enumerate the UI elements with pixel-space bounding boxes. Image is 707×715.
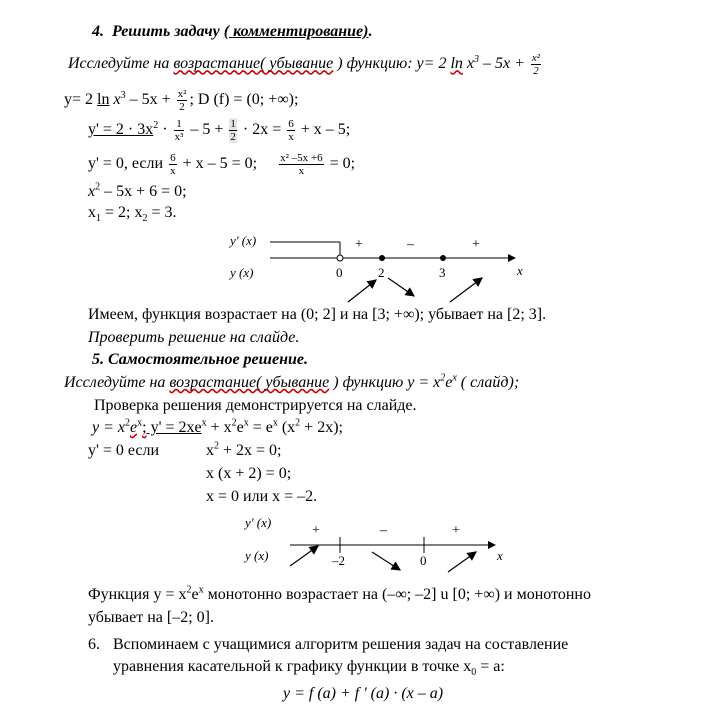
tangent-formula: y = f (a) + f ' (a) · (x – a) [283, 685, 444, 702]
ln-text: ln [97, 91, 110, 109]
fraction-numerator: x² –5x +6 [280, 152, 323, 164]
math-text: + x [206, 419, 232, 436]
math-text: x [88, 183, 96, 200]
function-label: y (x) [245, 548, 269, 563]
critical-point-3 [440, 255, 446, 261]
subscript: 0 [471, 667, 477, 679]
task-text: ) функцию y = x [329, 374, 441, 391]
exponent: 2 [214, 440, 219, 452]
math-text: e [191, 586, 199, 603]
sign-plus: + [312, 523, 320, 538]
math-text: y = x [92, 419, 125, 436]
math-text: Функция y = x [88, 586, 187, 603]
exponent: 2 [295, 417, 301, 429]
math-text: + 2x); [300, 419, 343, 436]
roots-line [88, 203, 177, 223]
fraction [169, 152, 177, 177]
zero-condition-5: y' = 0 если [88, 442, 160, 459]
zero-derivative-line [88, 152, 355, 177]
increasing-arrow [290, 546, 318, 566]
critical-point-2 [379, 255, 385, 261]
math-text: = e [248, 419, 273, 436]
fraction-denominator: 2 [230, 131, 236, 143]
math-text: e [236, 419, 244, 436]
open-point-0 [337, 255, 343, 261]
function-label: y (x) [230, 265, 254, 280]
fraction-denominator: 2 [179, 101, 185, 113]
exponent: 2 [440, 372, 446, 384]
exponent: 2 [153, 119, 159, 131]
roots-5: x = 0 или x = –2. [206, 488, 318, 505]
sign-diagram-5 [0, 510, 707, 580]
exponent: 3 [474, 53, 480, 65]
math-text: – 5x + [125, 91, 175, 109]
task-text: Исследуйте на [68, 55, 174, 73]
section-6-number: 6. [88, 636, 100, 653]
exponent: 3 [120, 89, 126, 101]
math-text: y' = 0, если [88, 155, 168, 173]
math-text: – 5 + [186, 121, 228, 139]
exponent: x [137, 417, 143, 429]
exponent: x [272, 417, 278, 429]
exponent: x [198, 584, 204, 596]
math-text: e [130, 419, 138, 436]
math-text: – 5x + 6 = 0; [100, 183, 187, 200]
result-5-line1 [88, 585, 591, 605]
math-text: (x [277, 419, 296, 436]
heading-dot: . [368, 23, 373, 40]
math-text: + x – 5 = 0; [178, 155, 258, 173]
point-label-3: 3 [439, 265, 446, 280]
section-4-heading [92, 22, 372, 42]
factored-5: x (x + 2) = 0; [206, 465, 292, 482]
function-definition [64, 88, 298, 113]
fraction-numerator: x² [531, 52, 541, 64]
subscript: 1 [96, 213, 101, 225]
math-text: y' = 2xe [146, 419, 202, 436]
math-text: + x – 5; [296, 121, 351, 139]
task-text: e [445, 374, 453, 391]
point-label-0: 0 [336, 265, 343, 280]
section-5-heading: 5. Самостоятельное решение. [92, 351, 308, 368]
fraction [531, 52, 541, 77]
math-text: y' = 2 · 3x [88, 121, 154, 139]
axis-label-x: x [517, 263, 523, 278]
heading-number: 4. [92, 23, 104, 40]
increasing-arrow [448, 552, 476, 572]
fraction-numerator: 6 [288, 118, 294, 130]
section-6-text-line1: Вспоминаем с учащимися алгоритм решения задач на составление [113, 636, 569, 653]
math-text: x [109, 91, 121, 109]
fraction-denominator: 2 [533, 65, 539, 77]
task-5-statement [64, 373, 519, 393]
check-slide-4: Проверить решение на слайде. [88, 329, 300, 346]
task-4-statement [68, 52, 543, 77]
derivative-label: y' (x) [230, 233, 257, 248]
equation-5 [206, 441, 282, 461]
exponent: 2 [231, 417, 237, 429]
result-4: Имеем, функция возрастает на (0; 2] и на [3; +∞); убывает на [2; 3]. [88, 306, 547, 323]
fraction-numerator: x² [177, 88, 187, 100]
exponent: x [452, 372, 457, 384]
sign-minus: – [380, 523, 387, 538]
point-label-2: 2 [378, 265, 385, 280]
domain-text: ; D (f) = (0; +∞); [189, 91, 299, 109]
math-text: y= 2 [64, 91, 98, 109]
exponent: 2 [95, 181, 101, 193]
sign-plus: + [452, 523, 460, 538]
fraction [177, 88, 188, 113]
fraction-numerator: 6 [170, 152, 176, 164]
task-text-wavy: возрастание( убывание [173, 55, 334, 73]
sign-plus: + [355, 237, 363, 252]
fraction-numerator: 1 [230, 118, 236, 130]
math-text: x [206, 442, 214, 459]
exponent: 2 [125, 417, 130, 429]
math-text: · [158, 121, 172, 139]
math-text: = 2; x [101, 204, 143, 221]
point-label-minus2: –2 [332, 553, 345, 568]
exponent: 2 [186, 584, 192, 596]
task-text: – 5x + [479, 55, 529, 73]
subscript: 2 [142, 213, 148, 225]
sign-minus: – [407, 237, 414, 252]
task-text-wavy: возрастание( убывание [169, 374, 330, 391]
quadratic-line [88, 182, 187, 202]
heading-text: Решить задачу [112, 23, 224, 40]
point-label-0: 0 [420, 553, 427, 568]
result-5-line2: убывает на [–2; 0]. [88, 609, 214, 626]
check-slide-5: Проверка решения демонстрируется на слайде. [94, 397, 417, 414]
increasing-arrow [348, 280, 376, 302]
heading-underlined: ( комментирование) [223, 23, 369, 40]
sign-plus: + [472, 237, 480, 252]
math-text: · 2x = [238, 121, 286, 139]
derivative-line [88, 118, 350, 143]
fraction-denominator: x [288, 131, 294, 143]
fraction [287, 118, 295, 143]
task-text: ) функцию: y= 2 [333, 55, 451, 73]
axis-label-x: x [497, 548, 503, 563]
task-text: Исследуйте на [64, 374, 170, 391]
derivative-label: y' (x) [245, 515, 272, 530]
increasing-arrow [450, 278, 482, 302]
ln-text: ln [450, 55, 463, 73]
fraction-denominator: x [170, 165, 176, 177]
decreasing-arrow [388, 278, 414, 296]
text: = a: [476, 658, 505, 675]
math-text: = 3. [147, 204, 177, 221]
math-text: ; [142, 419, 147, 436]
exponent: x [201, 417, 207, 429]
derivative-line-5 [92, 418, 343, 438]
task-text: x [462, 55, 475, 73]
math-text: = 0; [325, 155, 356, 173]
math-text: + 2x = 0; [219, 442, 282, 459]
fraction-numerator: 1 [174, 118, 185, 131]
task-text: ( слайд); [456, 374, 520, 391]
math-text: x [88, 204, 96, 221]
fraction [174, 118, 185, 143]
decreasing-arrow [372, 552, 400, 570]
math-text: монотонно возрастает на (–∞; –2] u [0; +∞) и монотонно [203, 586, 591, 603]
fraction-denominator: x [298, 165, 305, 177]
section-6-text-line2 [113, 657, 505, 677]
fraction [229, 118, 237, 143]
fraction-denominator: x³ [174, 131, 184, 143]
exponent: x [243, 417, 249, 429]
fraction [279, 152, 324, 177]
text: уравнения касательной к графику функции в точке x [113, 658, 472, 675]
